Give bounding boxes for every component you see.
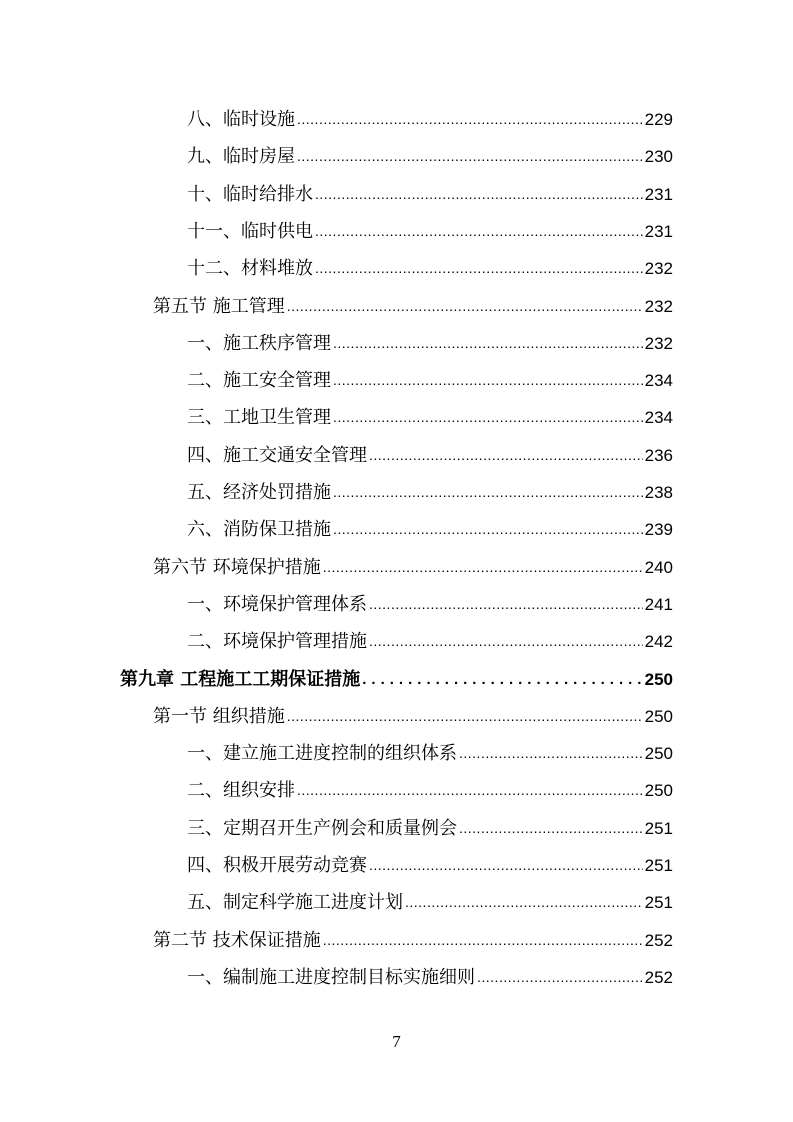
toc-dot-leader — [287, 288, 643, 325]
toc-dot-leader — [477, 959, 643, 996]
toc-entry-title: 六、消防保卫措施 — [187, 519, 331, 540]
toc-entry-item[interactable] — [187, 101, 673, 138]
toc-entry-item[interactable] — [187, 250, 673, 287]
toc-entry-item[interactable] — [187, 325, 673, 362]
toc-dot-leader — [297, 138, 643, 175]
toc-entry-page: 240 — [644, 558, 673, 577]
toc-entry-item[interactable] — [187, 623, 673, 660]
toc-entry-page: 229 — [644, 110, 673, 129]
toc-entry-title: 五、经济处罚措施 — [187, 482, 331, 503]
toc-dot-leader — [297, 772, 643, 809]
toc-entry-title: 十、临时给排水 — [187, 184, 313, 205]
toc-entry-page: 231 — [644, 185, 673, 204]
toc-entry-page: 252 — [644, 931, 673, 950]
toc-entry-page: 251 — [644, 819, 673, 838]
toc-entry-title: 二、环境保护管理措施 — [187, 631, 367, 652]
toc-entry-item[interactable] — [187, 772, 673, 809]
toc-entry-title: 一、环境保护管理体系 — [187, 594, 367, 615]
toc-entry-section[interactable] — [153, 288, 673, 325]
toc-dot-leader — [315, 250, 643, 287]
toc-entry-page: 234 — [644, 408, 673, 427]
toc-entry-page: 250 — [644, 670, 673, 689]
toc-dot-leader — [405, 884, 643, 921]
toc-entry-title: 第一节 组织措施 — [153, 706, 285, 727]
toc-entry-page: 236 — [644, 446, 673, 465]
toc-entry-item[interactable] — [187, 474, 673, 511]
toc-entry-page: 232 — [644, 259, 673, 278]
toc-entry-item[interactable] — [187, 586, 673, 623]
toc-dot-leader — [287, 698, 643, 735]
toc-entry-section[interactable] — [153, 698, 673, 735]
toc-entry-title: 九、临时房屋 — [187, 146, 295, 167]
toc-dot-leader — [333, 325, 643, 362]
toc-entry-item[interactable] — [187, 735, 673, 772]
toc-dot-leader — [323, 922, 643, 959]
toc-entry-title: 三、定期召开生产例会和质量例会 — [187, 818, 457, 839]
toc-entry-title: 一、建立施工进度控制的组织体系 — [187, 743, 457, 764]
toc-entry-title: 第二节 技术保证措施 — [153, 930, 321, 951]
toc-dot-leader — [297, 101, 643, 138]
toc-entry-title: 二、施工安全管理 — [187, 370, 331, 391]
toc-entry-page: 251 — [644, 893, 673, 912]
toc-dot-leader — [333, 474, 643, 511]
toc-entry-title: 二、组织安排 — [187, 780, 295, 801]
toc-entry-title: 一、编制施工进度控制目标实施细则 — [187, 967, 475, 988]
toc-entry-page: 232 — [644, 334, 673, 353]
toc-entry-page: 230 — [644, 147, 673, 166]
toc-dot-leader — [323, 549, 643, 586]
toc-entry-item[interactable] — [187, 176, 673, 213]
toc-entry-title: 第五节 施工管理 — [153, 296, 285, 317]
toc-entry-item[interactable] — [187, 810, 673, 847]
page-number: 7 — [392, 1032, 401, 1051]
toc-entry-item[interactable] — [187, 437, 673, 474]
toc-entry-title: 一、施工秩序管理 — [187, 333, 331, 354]
toc-entry-item[interactable] — [187, 138, 673, 175]
toc-entry-item[interactable] — [187, 847, 673, 884]
toc-dot-leader — [369, 586, 643, 623]
toc-entry-title: 五、制定科学施工进度计划 — [187, 892, 403, 913]
toc-entry-item[interactable] — [187, 362, 673, 399]
toc-entry-page: 250 — [644, 707, 673, 726]
toc-entry-page: 241 — [644, 595, 673, 614]
toc-entry-item[interactable] — [187, 511, 673, 548]
toc-entry-page: 238 — [644, 483, 673, 502]
toc-entry-section[interactable] — [153, 549, 673, 586]
toc-dot-leader — [369, 623, 643, 660]
toc-entry-chapter[interactable] — [120, 661, 673, 698]
toc-entry-item[interactable] — [187, 884, 673, 921]
toc-entry-page: 252 — [644, 968, 673, 987]
toc-entry-title: 十一、临时供电 — [187, 221, 313, 242]
toc-entry-page: 231 — [644, 222, 673, 241]
toc-entry-title: 第九章 工程施工工期保证措施 — [120, 669, 361, 690]
toc-entry-title: 三、工地卫生管理 — [187, 407, 331, 428]
toc-dot-leader — [459, 735, 643, 772]
toc-dot-leader — [459, 810, 643, 847]
toc-dot-leader — [362, 661, 642, 698]
toc-dot-leader — [369, 847, 643, 884]
toc-entry-title: 四、施工交通安全管理 — [187, 445, 367, 466]
toc-dot-leader — [315, 176, 643, 213]
toc-entry-item[interactable] — [187, 399, 673, 436]
toc-entry-page: 250 — [644, 781, 673, 800]
toc-entry-item[interactable] — [187, 213, 673, 250]
toc-entry-title: 第六节 环境保护措施 — [153, 557, 321, 578]
toc-entry-page: 242 — [644, 632, 673, 651]
toc-dot-leader — [333, 399, 643, 436]
toc-entry-item[interactable] — [187, 959, 673, 996]
toc-entry-title: 四、积极开展劳动竞赛 — [187, 855, 367, 876]
toc-dot-leader — [333, 362, 643, 399]
toc-entry-section[interactable] — [153, 922, 673, 959]
toc-entry-page: 232 — [644, 297, 673, 316]
toc-entry-page: 251 — [644, 856, 673, 875]
toc-entry-title: 十二、材料堆放 — [187, 258, 313, 279]
toc-dot-leader — [333, 511, 643, 548]
toc-entry-page: 250 — [644, 744, 673, 763]
toc-entry-page: 234 — [644, 371, 673, 390]
toc-entry-title: 八、临时设施 — [187, 109, 295, 130]
toc-dot-leader — [369, 437, 643, 474]
toc-dot-leader — [315, 213, 643, 250]
toc-entry-page: 239 — [644, 520, 673, 539]
